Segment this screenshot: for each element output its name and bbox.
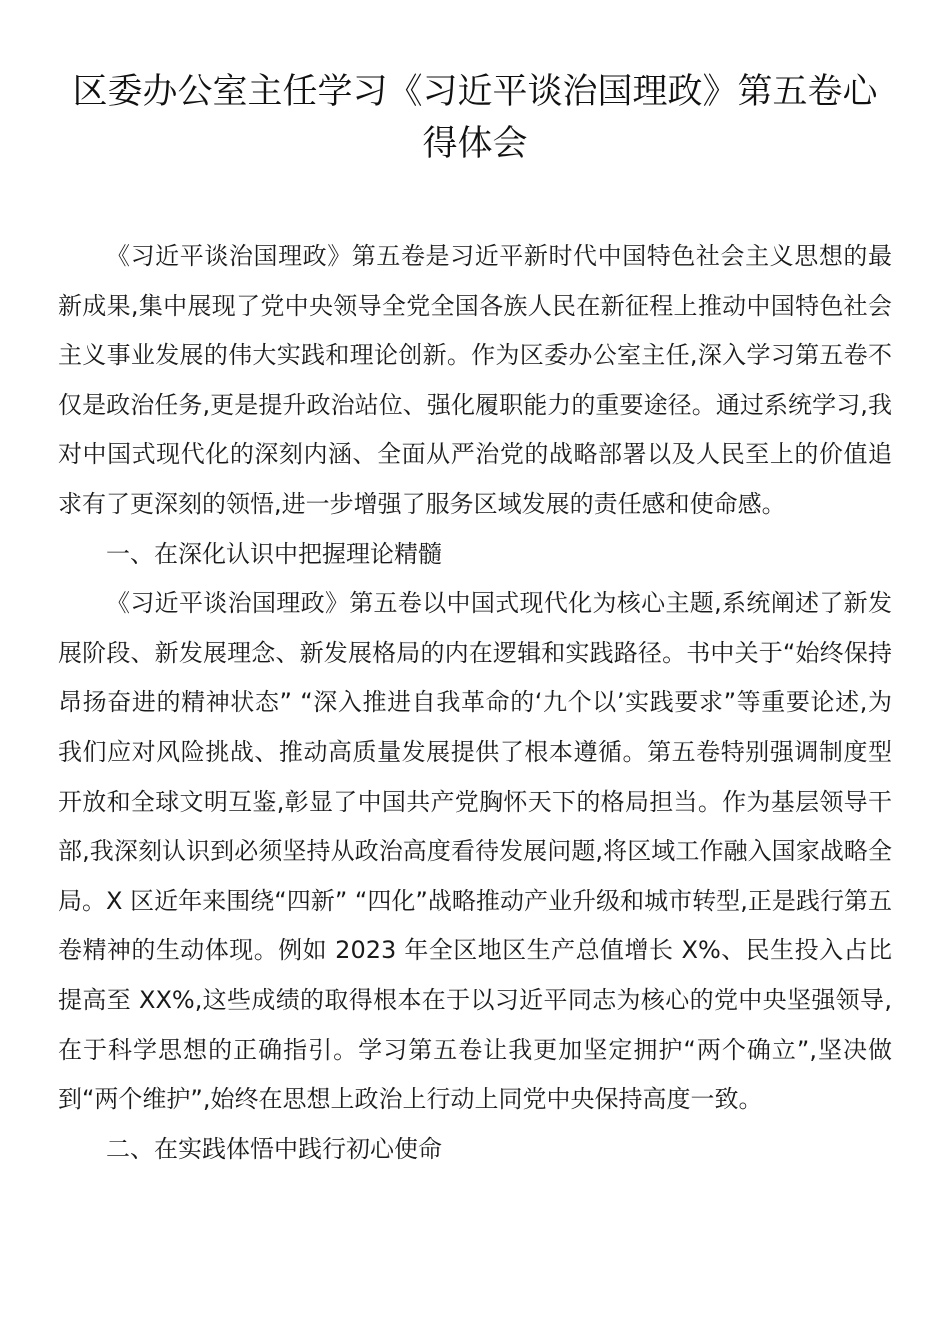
section-heading-1: 一、在深化认识中把握理论精髓 <box>106 539 442 568</box>
section-heading-2: 二、在实践体悟中践行初心使命 <box>106 1134 442 1163</box>
section-1-paragraph: 《习近平谈治国理政》第五卷以中国式现代化为核心主题,系统阐述了新发展阶段、新发展理念、新发展格局的内在逻辑和实践路径。书中关于“始终保持昂扬奋进的精神状态” “深入推进自我革命的‘九个以’实践要求”等重要论述,为我们应对风险挑战、推动高质量发展提供了根本遵循。第五卷特别强调制度型开放和全球文明互鉴,彰显了中国共产党胸怀天下的格局担当。作为基层领导干部,我深刻认识到必须坚持从政治高度看待发展问题,将区域工作融入国家战略全局。X 区近年来围绕“四新” “四化”战略推动产业升级和城市转型,正是践行第五卷精神的生动体现。例如 2023 年全区地区生产总值增长 X%、民生投入占比提高至 XX%,这些成绩的取得根本在于以习近平同志为核心的党中央坚强领导,在于科学思想的正确指引。学习第五卷让我更加坚定拥护“两个确立”,坚决做到“两个维护”,始终在思想上政治上行动上同党中央保持高度一致。 <box>58 589 892 1114</box>
document-body <box>58 232 892 1174</box>
document-title: 区委办公室主任学习《习近平谈治国理政》第五卷心得体会 <box>72 72 878 164</box>
intro-paragraph: 《习近平谈治国理政》第五卷是习近平新时代中国特色社会主义思想的最新成果,集中展现了党中央领导全党全国各族人民在新征程上推动中国特色社会主义事业发展的伟大实践和理论创新。作为区委办公室主任,深入学习第五卷不仅是政治任务,更是提升政治站位、强化履职能力的重要途径。通过系统学习,我对中国式现代化的深刻内涵、全面从严治党的战略部署以及人民至上的价值追求有了更深刻的领悟,进一步增强了服务区域发展的责任感和使命感。 <box>58 242 892 518</box>
